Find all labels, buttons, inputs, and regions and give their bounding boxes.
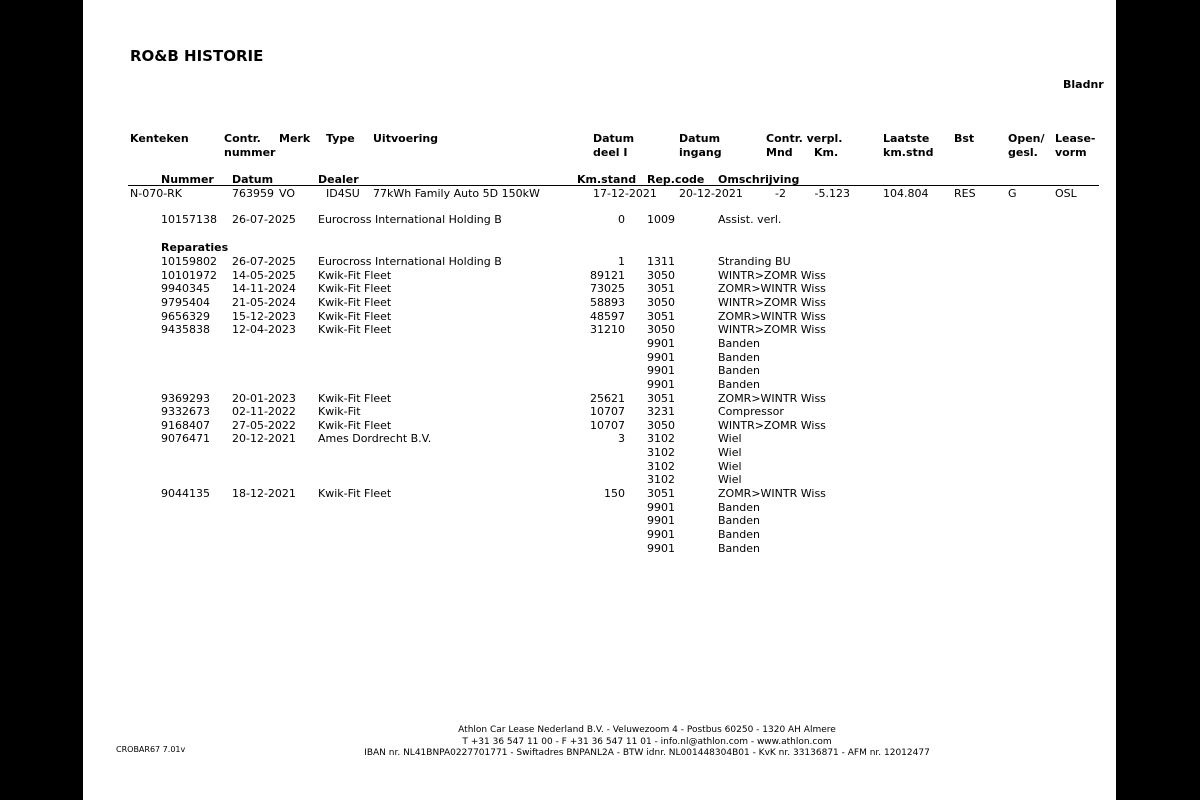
repair-omschrijving: ZOMR>WINTR Wiss (718, 487, 826, 500)
vehicle-merk: VO (279, 187, 295, 200)
repair-omschrijving: Banden (718, 528, 760, 541)
vehicle-datum-deel1: 17-12-2021 (593, 187, 657, 200)
repair-repcode: 9901 (647, 364, 675, 377)
repair-dealer: Kwik-Fit Fleet (318, 282, 392, 295)
vehicle-contract: 763959 (232, 187, 274, 200)
repair-nummer: 10159802 (161, 255, 217, 268)
repair-omschrijving: Banden (718, 542, 760, 555)
header-contr-nummer-2: nummer (224, 146, 276, 159)
repair-datum: 14-05-2025 (232, 269, 296, 282)
repair-dealer: Eurocross International Holding B (318, 255, 502, 268)
repair-nummer: 9656329 (161, 310, 210, 323)
vehicle-lease-vorm: OSL (1055, 187, 1077, 200)
repair-datum: 15-12-2023 (232, 310, 296, 323)
repair-dealer: Kwik-Fit Fleet (318, 323, 392, 336)
vehicle-open-gesl: G (1008, 187, 1017, 200)
repair-repcode: 3051 (647, 392, 675, 405)
repair-repcode: 3051 (647, 487, 675, 500)
repair-repcode: 1311 (647, 255, 675, 268)
repair-kmstand: 48597 (590, 310, 625, 323)
vehicle-kenteken: N-070-RK (130, 187, 183, 200)
repair-datum: 26-07-2025 (232, 255, 296, 268)
repair-omschrijving: ZOMR>WINTR Wiss (718, 392, 826, 405)
repair-omschrijving: Wiel (718, 460, 742, 473)
repair-omschrijving: Banden (718, 337, 760, 350)
header-rule (128, 185, 1099, 186)
header-lease-vorm-1: Lease- (1055, 132, 1096, 145)
repair-omschrijving: WINTR>ZOMR Wiss (718, 296, 826, 309)
entry-nummer: 10157138 (161, 213, 217, 226)
repair-repcode: 9901 (647, 514, 675, 527)
repair-omschrijving: Banden (718, 501, 760, 514)
repair-datum: 02-11-2022 (232, 405, 296, 418)
repair-datum: 21-05-2024 (232, 296, 296, 309)
repair-omschrijving: Banden (718, 351, 760, 364)
repair-kmstand: 25621 (590, 392, 625, 405)
vehicle-uitvoering: 77kWh Family Auto 5D 150kW (373, 187, 540, 200)
vehicle-type: ID4SU (326, 187, 360, 200)
repair-omschrijving: Wiel (718, 432, 742, 445)
header-kenteken: Kenteken (130, 132, 189, 145)
repair-kmstand: 10707 (590, 419, 625, 432)
repair-dealer: Kwik-Fit Fleet (318, 487, 392, 500)
repair-kmstand: 31210 (590, 323, 625, 336)
header-datum-ingang-2: ingang (679, 146, 722, 159)
repair-repcode: 3102 (647, 432, 675, 445)
entry-omschrijving: Assist. verl. (718, 213, 782, 226)
repair-repcode: 3231 (647, 405, 675, 418)
footer-code: CROBAR67 7.01v (116, 745, 186, 754)
repair-omschrijving: Banden (718, 378, 760, 391)
repair-dealer: Kwik-Fit Fleet (318, 296, 392, 309)
repair-repcode: 9901 (647, 351, 675, 364)
header-uitvoering: Uitvoering (373, 132, 439, 145)
footer-contact: T +31 36 547 11 00 - F +31 36 547 11 01 - info.nl@athlon.com - www.athlon.com (462, 737, 832, 747)
repair-nummer: 10101972 (161, 269, 217, 282)
repair-repcode: 9901 (647, 378, 675, 391)
repair-kmstand: 1 (618, 255, 625, 268)
repair-dealer: Kwik-Fit Fleet (318, 310, 392, 323)
repair-repcode: 3050 (647, 269, 675, 282)
repair-dealer: Kwik-Fit (318, 405, 361, 418)
repair-repcode: 9901 (647, 528, 675, 541)
repair-repcode: 3051 (647, 310, 675, 323)
repair-omschrijving: Stranding BU (718, 255, 791, 268)
repair-omschrijving: WINTR>ZOMR Wiss (718, 419, 826, 432)
repair-datum: 18-12-2021 (232, 487, 296, 500)
vehicle-km: -5.123 (814, 187, 850, 200)
entry-dealer: Eurocross International Holding B (318, 213, 502, 226)
header-km: Km. (814, 146, 839, 159)
vehicle-bst: RES (954, 187, 976, 200)
document-page (83, 0, 1116, 800)
header-datum-ingang-1: Datum (679, 132, 721, 145)
repair-kmstand: 150 (604, 487, 625, 500)
repair-omschrijving: WINTR>ZOMR Wiss (718, 269, 826, 282)
repair-kmstand: 3 (618, 432, 625, 445)
repair-omschrijving: ZOMR>WINTR Wiss (718, 310, 826, 323)
repair-repcode: 3102 (647, 460, 675, 473)
repair-omschrijving: Compressor (718, 405, 784, 418)
repair-repcode: 3051 (647, 282, 675, 295)
repair-omschrijving: WINTR>ZOMR Wiss (718, 323, 826, 336)
repair-omschrijving: ZOMR>WINTR Wiss (718, 282, 826, 295)
subheader-repcode: Rep.code (647, 173, 705, 186)
repair-repcode: 3102 (647, 473, 675, 486)
repair-nummer: 9940345 (161, 282, 210, 295)
header-type: Type (326, 132, 355, 145)
header-contr-verpl: Contr. verpl. (766, 132, 843, 145)
header-datum-deel-1: Datum (593, 132, 635, 145)
repair-datum: 20-01-2023 (232, 392, 296, 405)
repair-kmstand: 73025 (590, 282, 625, 295)
subheader-dealer: Dealer (318, 173, 359, 186)
header-open-gesl-1: Open/ (1008, 132, 1045, 145)
repair-kmstand: 89121 (590, 269, 625, 282)
repair-datum: 14-11-2024 (232, 282, 296, 295)
entry-repcode: 1009 (647, 213, 675, 226)
header-mnd: Mnd (766, 146, 793, 159)
footer-bank: IBAN nr. NL41BNPA0227701771 - Swiftadres BNPANL2A - BTW idnr. NL001448304B01 - KvK nr. 33136871 - AFM nr. 12012477 (364, 748, 930, 758)
repair-repcode: 9901 (647, 501, 675, 514)
entry-datum: 26-07-2025 (232, 213, 296, 226)
repair-dealer: Kwik-Fit Fleet (318, 419, 392, 432)
repair-repcode: 3050 (647, 296, 675, 309)
repair-omschrijving: Banden (718, 514, 760, 527)
repair-nummer: 9076471 (161, 432, 210, 445)
repair-datum: 27-05-2022 (232, 419, 296, 432)
repair-repcode: 3050 (647, 419, 675, 432)
header-bst: Bst (954, 132, 975, 145)
repair-omschrijving: Wiel (718, 473, 742, 486)
repair-omschrijving: Wiel (718, 446, 742, 459)
subheader-nummer: Nummer (161, 173, 214, 186)
repair-omschrijving: Banden (718, 364, 760, 377)
header-lease-vorm-2: vorm (1055, 146, 1087, 159)
repair-dealer: Kwik-Fit Fleet (318, 269, 392, 282)
repair-dealer: Ames Dordrecht B.V. (318, 432, 432, 445)
reparaties-label: Reparaties (161, 241, 229, 254)
repair-repcode: 9901 (647, 542, 675, 555)
repair-nummer: 9168407 (161, 419, 210, 432)
subheader-datum: Datum (232, 173, 274, 186)
vehicle-laatste-kmstnd: 104.804 (883, 187, 929, 200)
repair-kmstand: 10707 (590, 405, 625, 418)
vehicle-datum-ingang: 20-12-2021 (679, 187, 743, 200)
bladnr-label: Bladnr (1063, 78, 1104, 91)
repair-repcode: 3102 (647, 446, 675, 459)
repair-kmstand: 58893 (590, 296, 625, 309)
header-datum-deel-2: deel I (593, 146, 628, 159)
repair-nummer: 9044135 (161, 487, 210, 500)
repair-repcode: 9901 (647, 337, 675, 350)
repair-dealer: Kwik-Fit Fleet (318, 392, 392, 405)
vehicle-mnd: -2 (775, 187, 786, 200)
header-laatste-1: Laatste (883, 132, 930, 145)
subheader-kmstand: Km.stand (577, 173, 637, 186)
repair-nummer: 9332673 (161, 405, 210, 418)
repair-nummer: 9369293 (161, 392, 210, 405)
header-laatste-2: km.stnd (883, 146, 934, 159)
footer-address: Athlon Car Lease Nederland B.V. - Veluwezoom 4 - Postbus 60250 - 1320 AH Almere (458, 725, 836, 735)
repair-nummer: 9795404 (161, 296, 210, 309)
repair-repcode: 3050 (647, 323, 675, 336)
header-contr-nummer-1: Contr. (224, 132, 261, 145)
page-title: RO&B HISTORIE (130, 47, 264, 65)
repair-datum: 12-04-2023 (232, 323, 296, 336)
entry-kmstand: 0 (618, 213, 625, 226)
repair-datum: 20-12-2021 (232, 432, 296, 445)
subheader-omschrijving: Omschrijving (718, 173, 800, 186)
header-open-gesl-2: gesl. (1008, 146, 1038, 159)
repair-nummer: 9435838 (161, 323, 210, 336)
header-merk: Merk (279, 132, 311, 145)
